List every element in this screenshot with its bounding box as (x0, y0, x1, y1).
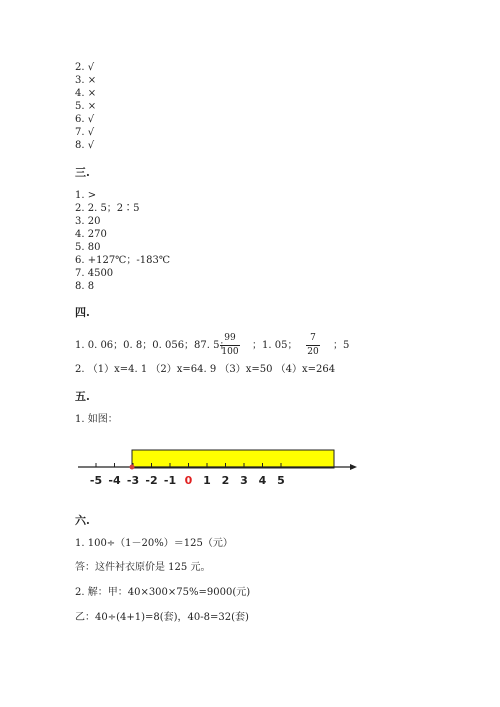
answer-line: 6. √ (75, 114, 95, 125)
tick-label: 1 (203, 474, 211, 487)
fraction-denominator: 20 (307, 347, 319, 357)
fraction-bar (306, 345, 320, 346)
tick-label: 0 (184, 474, 193, 487)
answer-line: 5. × (75, 101, 97, 112)
answer-line: 4. × (75, 88, 97, 99)
section-heading: 四. (75, 306, 90, 319)
answer-line: 7. 4500 (75, 268, 114, 279)
answer-line: 2. （1）x=4. 1 （2）x=64. 9 （3）x=50 （4）x=264 (75, 364, 336, 375)
answer-line: 1. 如图： (75, 414, 118, 425)
fraction-numerator: 99 (224, 333, 236, 343)
answer-line: 答：这件衬衣原价是 125 元。 (75, 562, 211, 573)
fraction-numerator: 7 (310, 333, 316, 343)
answer-line: 8. √ (75, 140, 95, 151)
fraction-bar (220, 345, 240, 346)
tick-label: 5 (277, 474, 285, 487)
answer-line: 1. > (75, 190, 97, 201)
tick-label: -5 (89, 474, 103, 487)
section-heading: 五. (75, 390, 90, 403)
fraction (306, 333, 320, 358)
answer-line: 1. 100÷（1－20%）＝125（元） (75, 538, 233, 549)
tick-label: 2 (221, 474, 230, 487)
highlight-rect (132, 450, 334, 468)
tick-label: 3 (240, 474, 248, 487)
answer-line-prefix: 1. 0. 06；0. 8；0. 056；87. 5； (75, 340, 230, 351)
answer-line: 乙：40÷(4+1)=8(套)，40-8=32(套) (75, 612, 249, 623)
answer-line: 3. 20 (75, 216, 101, 227)
tick-label: -3 (126, 474, 140, 487)
answer-line: 2. 解：甲：40×300×75%=9000(元) (75, 587, 251, 598)
tick-label: -4 (108, 474, 121, 487)
answer-line-mid: ；1. 05； (252, 340, 298, 351)
answer-line: 5. 80 (75, 242, 101, 253)
answer-line: 2. 2. 5；2∶5 (75, 203, 140, 214)
tick-label: -1 (163, 474, 177, 487)
number-line-figure (0, 440, 500, 500)
tick-label: -2 (145, 474, 158, 487)
answer-line: 6. +127℃；-183℃ (75, 255, 171, 266)
answer-line-suffix: ；5 (333, 340, 350, 351)
fraction (220, 333, 240, 358)
arrow-icon (350, 464, 357, 470)
labels-group (90, 474, 285, 487)
section-heading: 六. (75, 514, 90, 527)
section-heading: 三. (75, 166, 90, 179)
answer-line: 3. × (75, 75, 97, 86)
answer-line: 4. 270 (75, 229, 107, 240)
answer-line: 2. √ (75, 62, 95, 73)
answer-line: 8. 8 (75, 281, 95, 292)
answer-line: 7. √ (75, 127, 95, 138)
tick-label: 4 (258, 474, 267, 487)
point-marker (130, 465, 135, 470)
fraction-denominator: 100 (221, 347, 239, 357)
